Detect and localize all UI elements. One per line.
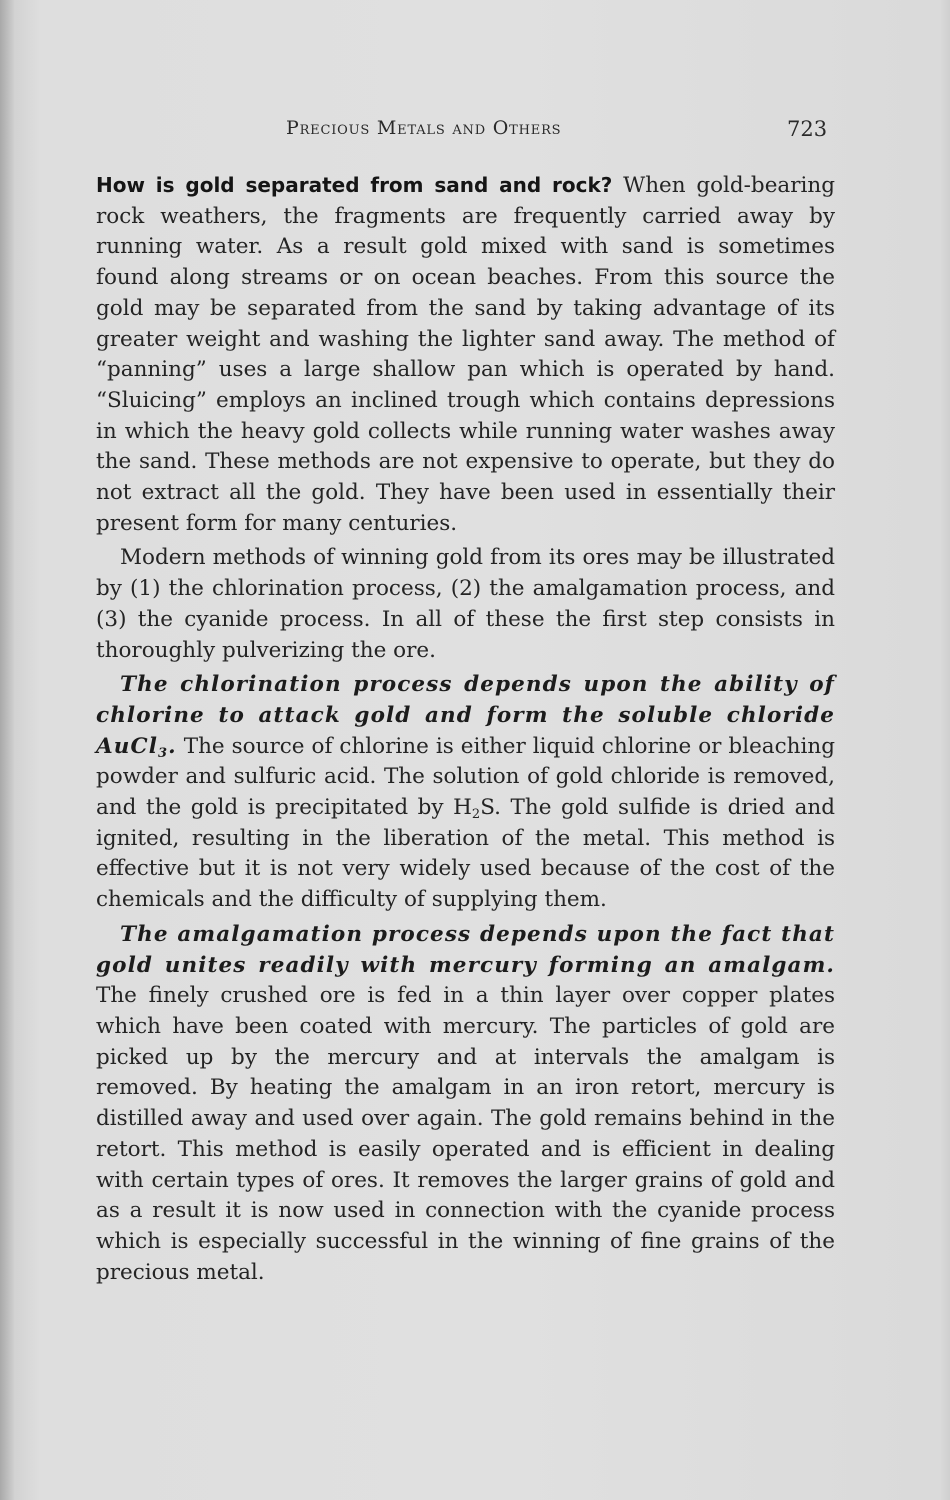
paragraph-modern-methods bbox=[96, 543, 835, 666]
subscript-2: 2 bbox=[471, 807, 481, 823]
paragraph-text-continued: S. The gold sulfide is dried and ignited, resulting in the liberation of the metal. This method is effective but it is not very widely used because of the cost of the chemicals and the difficulty of supplying them. bbox=[96, 795, 836, 913]
italic-lead-period: . bbox=[168, 733, 177, 759]
page-number: 723 bbox=[787, 117, 828, 141]
paragraph-text: Modern methods of winning gold from its ores may be illustrated by (1) the chlorination process, (2) the amalgamation process, and (3) the cyanide process. In all of these the first step consists in thoroughly pulverizing the ore. bbox=[96, 545, 835, 663]
italic-lead-amalgamation: The amalgamation process depends upon the fact that gold unites readily with mercury forming an amalgam. bbox=[96, 921, 835, 978]
paragraph-amalgamation bbox=[96, 920, 835, 1288]
page-header bbox=[0, 117, 950, 147]
paragraph-text: The source of chlorine is either liquid chlorine or bleaching powder and sulfuric acid. The solution of gold chloride is removed, and the gold is precipitated by H bbox=[96, 733, 835, 821]
italic-lead-text: The chlorination process depends upon the ability of chlorine to attack gold and form the soluble chloride AuCl bbox=[96, 672, 835, 759]
body-text bbox=[96, 170, 835, 1288]
paragraph-text: The finely crushed ore is fed in a thin layer over copper plates which have been coated with mercury. The particles of gold are picked up by the mercury and at intervals the amalgam is removed. By heating the amalgam in an iron retort, mercury is distilled away and used over again. The gold remains behind in the retort. This method is easily operated and is efficient in dealing with certain types of ores. It removes the larger grains of gold and as a result it is now used in connection with the cyanide process which is especially successful in the winning of fine grains of the precious metal. bbox=[96, 983, 835, 1285]
question-heading: How is gold separated from sand and rock? bbox=[96, 173, 613, 197]
paragraph-gold-separation bbox=[96, 170, 835, 539]
paragraph-chlorination bbox=[96, 670, 835, 916]
scan-edge-shadow bbox=[0, 0, 14, 1500]
paragraph-text: When gold-bearing rock weathers, the fragments are frequently carried away by running water. As a result gold mixed with sand is sometimes found along streams or on ocean beaches. From this source the gold may be separated from the sand by taking advantage of its greater weight and washing the lighter sand away. The method of “panning” uses a large shallow pan which is operated by hand. “Sluicing” employs an inclined trough which contains depressions in which the heavy gold collects while running water washes away the sand. These methods are not expensive to operate, but they do not extract all the gold. They have been used in essentially their present form for many centuries. bbox=[96, 173, 835, 536]
subscript-3: 3 bbox=[158, 745, 169, 761]
running-head: Precious Metals and Others bbox=[286, 117, 562, 139]
